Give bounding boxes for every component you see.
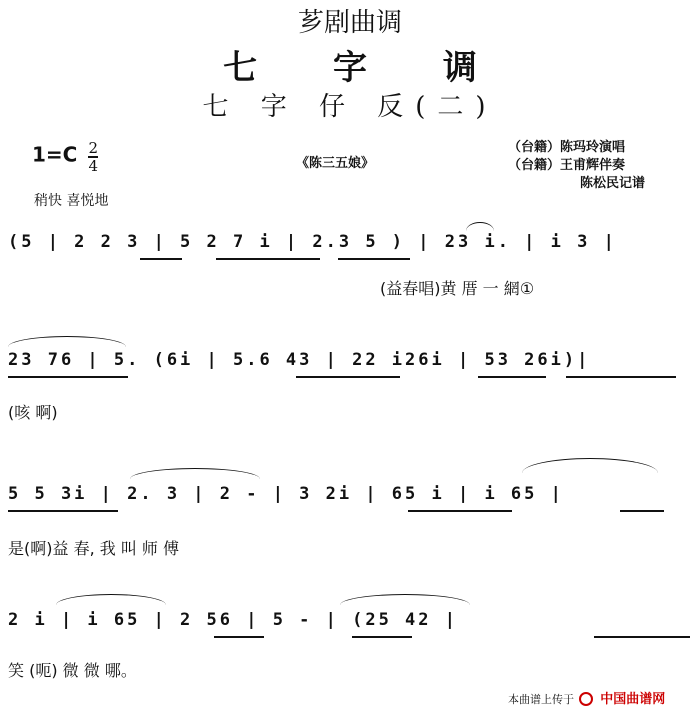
slur-mark [56, 594, 166, 605]
credit-accompany: （台籍）王甫辉伴奏 [508, 158, 626, 173]
beat-underline [216, 258, 320, 260]
beat-underline [140, 258, 182, 260]
lyric-line-3: 是(啊)益 春, 我 叫 师 傅 [8, 539, 180, 558]
notation-line-2: 23 76 | 5. (6i | 5.6 43 | 22 i26i | 53 26i)| [8, 350, 591, 370]
footer [508, 688, 665, 707]
time-numerator: 2 [88, 139, 98, 157]
song-title: 七 字 调 [223, 48, 509, 88]
slur-mark [522, 458, 658, 473]
slur-mark [340, 594, 470, 605]
beat-underline [338, 258, 410, 260]
beat-underline [352, 636, 412, 638]
lyric-line-1: (益春唱)黄 厝 一 網① [380, 279, 535, 298]
credit-singer: （台籍）陈玛玲演唱 [508, 140, 626, 155]
credit-transcriber: 陈松民记谱 [580, 176, 646, 191]
beat-underline [478, 376, 546, 378]
footer-brand-link[interactable]: 中国曲谱网 [600, 692, 666, 707]
beat-underline [8, 376, 128, 378]
lyric-line-4: 笑 (呃) 微 微 哪。 [8, 661, 137, 680]
genre-heading: 芗剧曲调 [297, 8, 402, 38]
beat-underline [408, 510, 512, 512]
song-subtitle: 七 字 仔 反(二) [202, 92, 498, 122]
beat-underline [8, 510, 118, 512]
beat-underline [214, 636, 264, 638]
key-signature [32, 140, 98, 174]
footer-text: 本曲谱上传于 [508, 693, 574, 706]
notation-line-1: (5 | 2 2 3 | 5 2 7 i | 2.3 5 ) | 23 i. | i 3 | [8, 232, 617, 252]
beat-underline [296, 376, 400, 378]
tempo-marking: 稍快 喜悦地 [34, 193, 109, 209]
slur-mark [466, 222, 494, 231]
beat-underline [566, 376, 676, 378]
beat-underline [594, 636, 690, 638]
lyric-line-2: (咳 啊) [8, 403, 58, 422]
beat-underline [620, 510, 664, 512]
time-signature [88, 140, 98, 174]
slur-mark [8, 336, 126, 347]
brand-logo-icon [579, 692, 593, 706]
slur-mark [130, 468, 260, 479]
notation-line-4: 2 i | i 65 | 2 56 | 5 - | (25 42 | [8, 610, 458, 630]
play-name: 《陈三五娘》 [296, 156, 375, 171]
time-denominator: 4 [88, 157, 98, 175]
notation-line-3: 5 5 3i | 2. 3 | 2 - | 3 2i | 65 i | i 65 | [8, 484, 564, 504]
key-label: 1=C [32, 142, 78, 167]
